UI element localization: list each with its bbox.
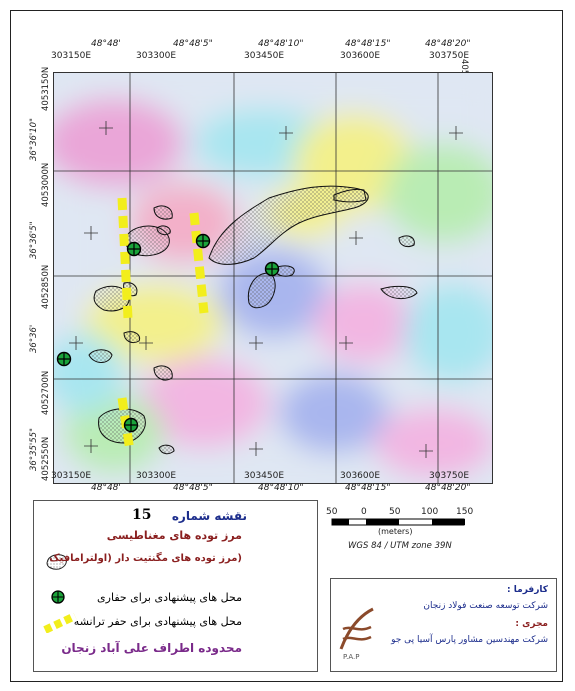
top-dms-1: 48°48'5" xyxy=(173,39,213,49)
scale-tick-4: 150 xyxy=(456,507,474,517)
scale-tick-2: 50 xyxy=(389,507,401,517)
bottom-dms-3: 48°48'15" xyxy=(345,483,391,493)
bottom-easting-2: 303450E xyxy=(244,471,285,481)
magnetic-map-canvas xyxy=(54,73,493,484)
client-box xyxy=(330,578,557,672)
scale-tick-3: 100 xyxy=(421,507,439,517)
trench-legend-label: محل های پیشنهادی برای حفر ترانشه xyxy=(73,615,242,628)
scale-tick-0: 50 xyxy=(326,507,338,517)
bottom-easting-3: 303600E xyxy=(340,471,381,481)
drill-legend-icon xyxy=(50,589,66,605)
left-northing-0: 4053150N xyxy=(41,66,51,111)
top-easting-3: 303600E xyxy=(340,51,381,61)
pap-logo xyxy=(337,603,377,665)
bottom-dms-0: 48°48' xyxy=(91,483,121,493)
top-easting-0: 303150E xyxy=(51,51,92,61)
bottom-dms-1: 48°48'5" xyxy=(173,483,213,493)
top-dms-3: 48°48'15" xyxy=(345,39,391,49)
left-dms-2: 36°36' xyxy=(29,324,39,353)
map-frame[interactable] xyxy=(53,72,493,484)
legend-subtitle: (مرز توده های مگنتیت دار (اولترامافیک xyxy=(49,553,242,564)
left-dms-1: 36°36'5" xyxy=(29,221,39,259)
top-easting-1: 303300E xyxy=(136,51,177,61)
drill-site-marker xyxy=(125,419,138,432)
projection-label: WGS 84 / UTM zone 39N xyxy=(348,541,452,551)
employer-label: کارفرما : xyxy=(507,585,548,595)
map-number: 15 xyxy=(132,507,152,523)
employer-name: شرکت توسعه صنعت فولاد زنجان xyxy=(423,601,548,611)
scale-tick-1: 0 xyxy=(361,507,367,517)
drill-site-marker xyxy=(58,353,71,366)
drill-site-marker xyxy=(266,263,279,276)
top-dms-0: 48°48' xyxy=(91,39,121,49)
top-easting-2: 303450E xyxy=(244,51,285,61)
left-northing-3: 4052700N xyxy=(41,370,51,415)
left-dms-3: 36°35'55" xyxy=(29,428,39,471)
bottom-easting-1: 303300E xyxy=(136,471,177,481)
bottom-easting-0: 303150E xyxy=(51,471,92,481)
bottom-dms-2: 48°48'10" xyxy=(258,483,304,493)
area-name: محدوده اطراف علی آباد زنجان xyxy=(61,641,242,655)
top-easting-4: 303750E xyxy=(429,51,470,61)
map-number-label: نقشه شماره xyxy=(171,509,247,523)
executor-label: مجری : xyxy=(515,619,548,629)
drill-site-marker xyxy=(128,243,141,256)
scale-bar xyxy=(318,507,538,567)
left-northing-4: 4052550N xyxy=(41,436,51,481)
drill-site-marker xyxy=(197,235,210,248)
bottom-dms-4: 48°48'20" xyxy=(425,483,471,493)
left-northing-2: 4052850N xyxy=(41,264,51,309)
top-dms-2: 48°48'10" xyxy=(258,39,304,49)
bottom-easting-4: 303750E xyxy=(429,471,470,481)
top-dms-4: 48°48'20" xyxy=(425,39,471,49)
trench-legend-icon xyxy=(42,613,78,633)
left-northing-1: 4053000N xyxy=(41,162,51,207)
scale-unit: (meters) xyxy=(378,527,413,536)
drill-legend-label: محل های پیشنهادی برای حفاری xyxy=(97,591,242,604)
left-dms-0: 36°36'10" xyxy=(29,118,39,161)
logo-text: P.A.P xyxy=(343,653,360,661)
legend-box xyxy=(33,500,318,672)
legend-title: مرز توده های مغناطیسی xyxy=(106,529,242,542)
executor-name: شرکت مهندسین مشاور پارس آسیا پی جو xyxy=(391,635,548,645)
